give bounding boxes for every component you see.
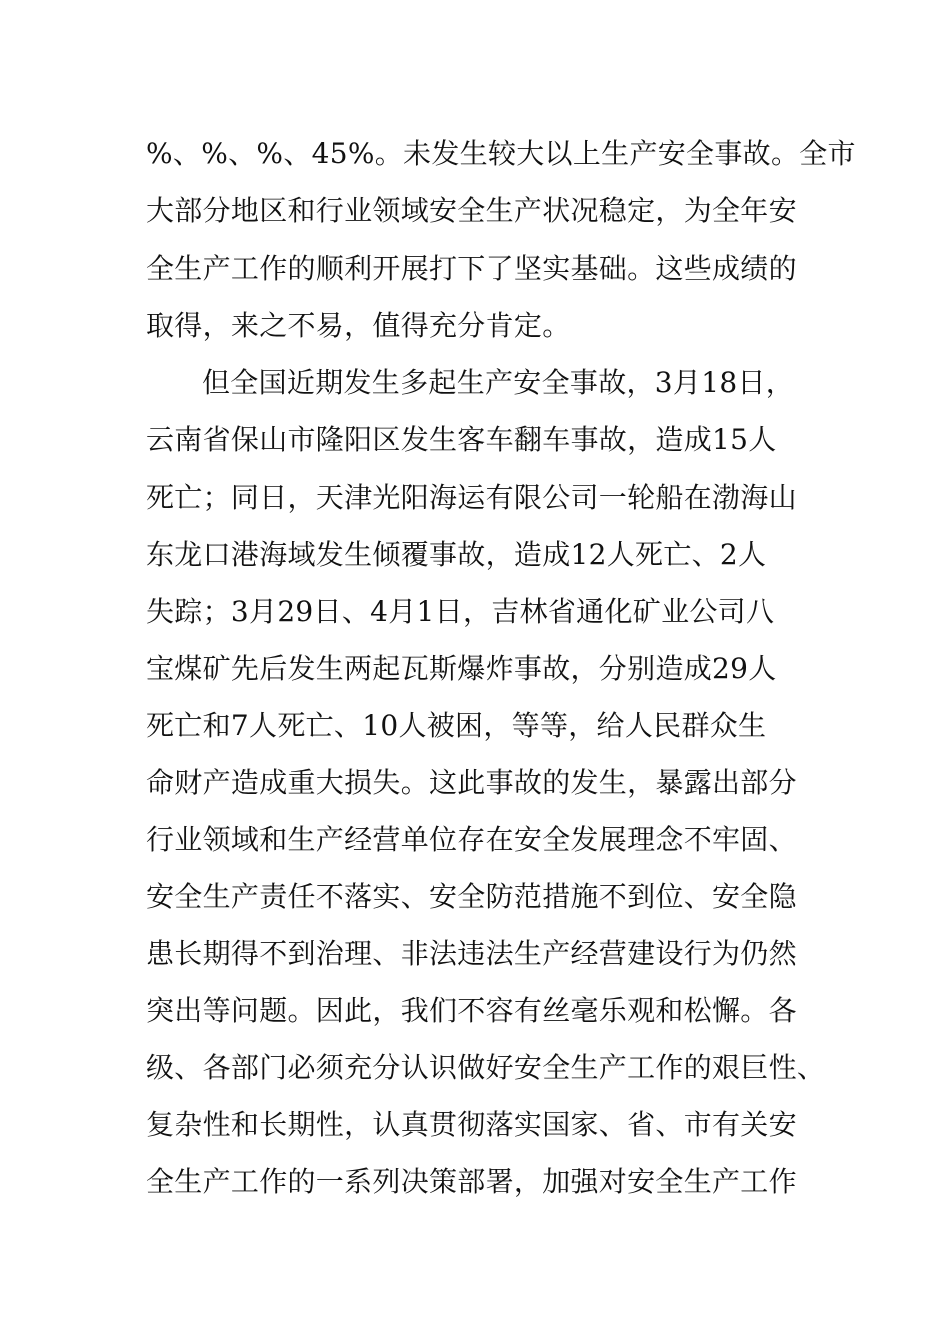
text-line: 云南省保山市隆阳区发生客车翻车事故，造成15人 bbox=[146, 423, 777, 456]
text-line: 死亡；同日，天津光阳海运有限公司一轮船在渤海山 bbox=[146, 481, 797, 514]
text-line: 级、各部门必须充分认识做好安全生产工作的艰巨性、 bbox=[146, 1051, 826, 1084]
text-line: 但全国近期发生多起生产安全事故，3月18日， bbox=[202, 366, 795, 399]
text-line: 宝煤矿先后发生两起瓦斯爆炸事故，分别造成29人 bbox=[146, 652, 777, 685]
text-line: 失踪；3月29日、4月1日，吉林省通化矿业公司八 bbox=[146, 595, 775, 628]
text-line: 东龙口港海域发生倾覆事故，造成12人死亡、2人 bbox=[146, 538, 767, 571]
text-line: 突出等问题。因此，我们不容有丝毫乐观和松懈。各 bbox=[146, 994, 797, 1027]
text-line: 安全生产责任不落实、安全防范措施不到位、安全隐 bbox=[146, 880, 797, 913]
text-line: 死亡和7人死亡、10人被困，等等，给人民群众生 bbox=[146, 709, 767, 742]
text-line: %、%、%、45%。未发生较大以上生产安全事故。全市 bbox=[146, 137, 856, 170]
text-line: 全生产工作的一系列决策部署，加强对安全生产工作 bbox=[146, 1165, 797, 1198]
text-line: 复杂性和长期性，认真贯彻落实国家、省、市有关安 bbox=[146, 1108, 797, 1141]
text-line: 命财产造成重大损失。这此事故的发生，暴露出部分 bbox=[146, 766, 797, 799]
text-line: 大部分地区和行业领域安全生产状况稳定，为全年安 bbox=[146, 194, 797, 227]
text-line: 全生产工作的顺利开展打下了坚实基础。这些成绩的 bbox=[146, 252, 797, 285]
text-line: 患长期得不到治理、非法违法生产经营建设行为仍然 bbox=[146, 937, 797, 970]
text-line: 行业领域和生产经营单位存在安全发展理念不牢固、 bbox=[146, 823, 797, 856]
text-line: 取得，来之不易，值得充分肯定。 bbox=[146, 309, 571, 342]
